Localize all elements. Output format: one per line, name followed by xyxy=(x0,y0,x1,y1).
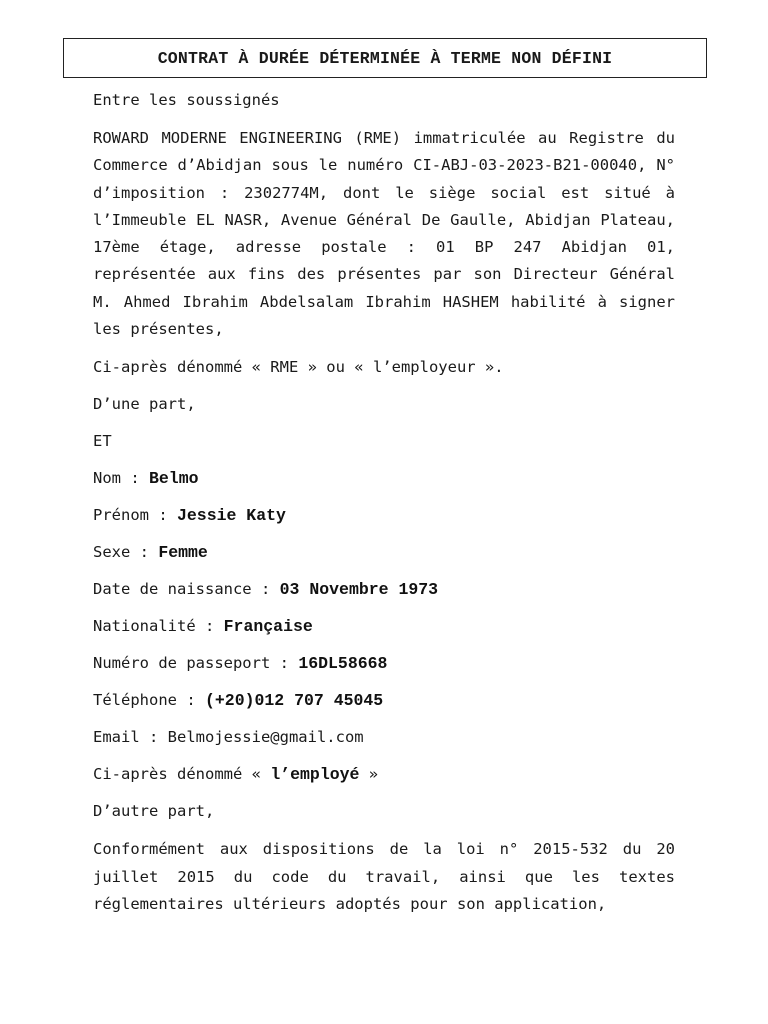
prenom-value: Jessie Katy xyxy=(177,506,286,526)
field-prenom xyxy=(93,503,675,540)
naissance-value: 03 Novembre 1973 xyxy=(279,580,439,600)
law-paragraph: Conformément aux dispositions de la loi n° 2015-532 du 20 juillet 2015 du code du travail, ainsi que les textes réglementaires ultérieurs adoptés pour son application, xyxy=(93,840,675,913)
employee-alias-value: l’employé xyxy=(270,765,360,785)
contract-title: CONTRAT À DURÉE DÉTERMINÉE À TERME NON DÉFINI xyxy=(157,48,613,68)
first-part-text: D’une part, xyxy=(93,395,196,414)
naissance-label: Date de naissance : xyxy=(93,580,280,599)
field-naissance xyxy=(93,577,675,614)
sexe-label: Sexe : xyxy=(93,543,159,562)
employee-alias-suffix: » xyxy=(359,765,379,784)
and-text: ET xyxy=(93,432,112,451)
nom-value: Belmo xyxy=(149,469,199,489)
employer-alias: Ci-après dénommé « RME » ou « l’employeur ». xyxy=(93,358,504,377)
contract-body xyxy=(93,88,675,930)
email-value: Belmojessie@gmail.com xyxy=(167,728,364,747)
email-label: Email : xyxy=(93,728,168,747)
telephone-label: Téléphone : xyxy=(93,691,205,710)
field-sexe xyxy=(93,540,675,577)
employee-alias-prefix: Ci-après dénommé « xyxy=(93,765,271,784)
field-nom xyxy=(93,466,675,503)
field-passeport xyxy=(93,651,675,688)
nom-label: Nom : xyxy=(93,469,149,488)
employee-alias xyxy=(93,762,675,799)
nationalite-value: Française xyxy=(223,617,313,637)
passeport-value: 16DL58668 xyxy=(298,654,388,674)
field-nationalite xyxy=(93,614,675,651)
prenom-label: Prénom : xyxy=(93,506,177,525)
nationalite-label: Nationalité : xyxy=(93,617,224,636)
second-part-text: D’autre part, xyxy=(93,802,215,821)
intro-text: Entre les soussignés xyxy=(93,91,280,109)
employer-paragraph: ROWARD MODERNE ENGINEERING (RME) immatriculée au Registre du Commerce d’Abidjan sous le numéro CI-ABJ-03-2023-B21-00040, N° d’imposition : 2302774M, dont le siège social est situé à l’Immeuble EL NASR, Avenue Général De Gaulle, Abidjan Plateau, 17ème étage, adresse postale : 01 BP 247 Abidjan 01, représentée aux fins des présentes par son Directeur Général M. Ahmed Ibrahim Abdelsalam Ibrahim HASHEM habilité à signer les présentes, xyxy=(93,129,675,339)
telephone-value: (+20)012 707 45045 xyxy=(204,691,384,711)
field-telephone xyxy=(93,688,675,725)
sexe-value: Femme xyxy=(158,543,208,563)
field-email xyxy=(93,725,675,762)
contract-title-box xyxy=(63,38,707,78)
passeport-label: Numéro de passeport : xyxy=(93,654,299,673)
